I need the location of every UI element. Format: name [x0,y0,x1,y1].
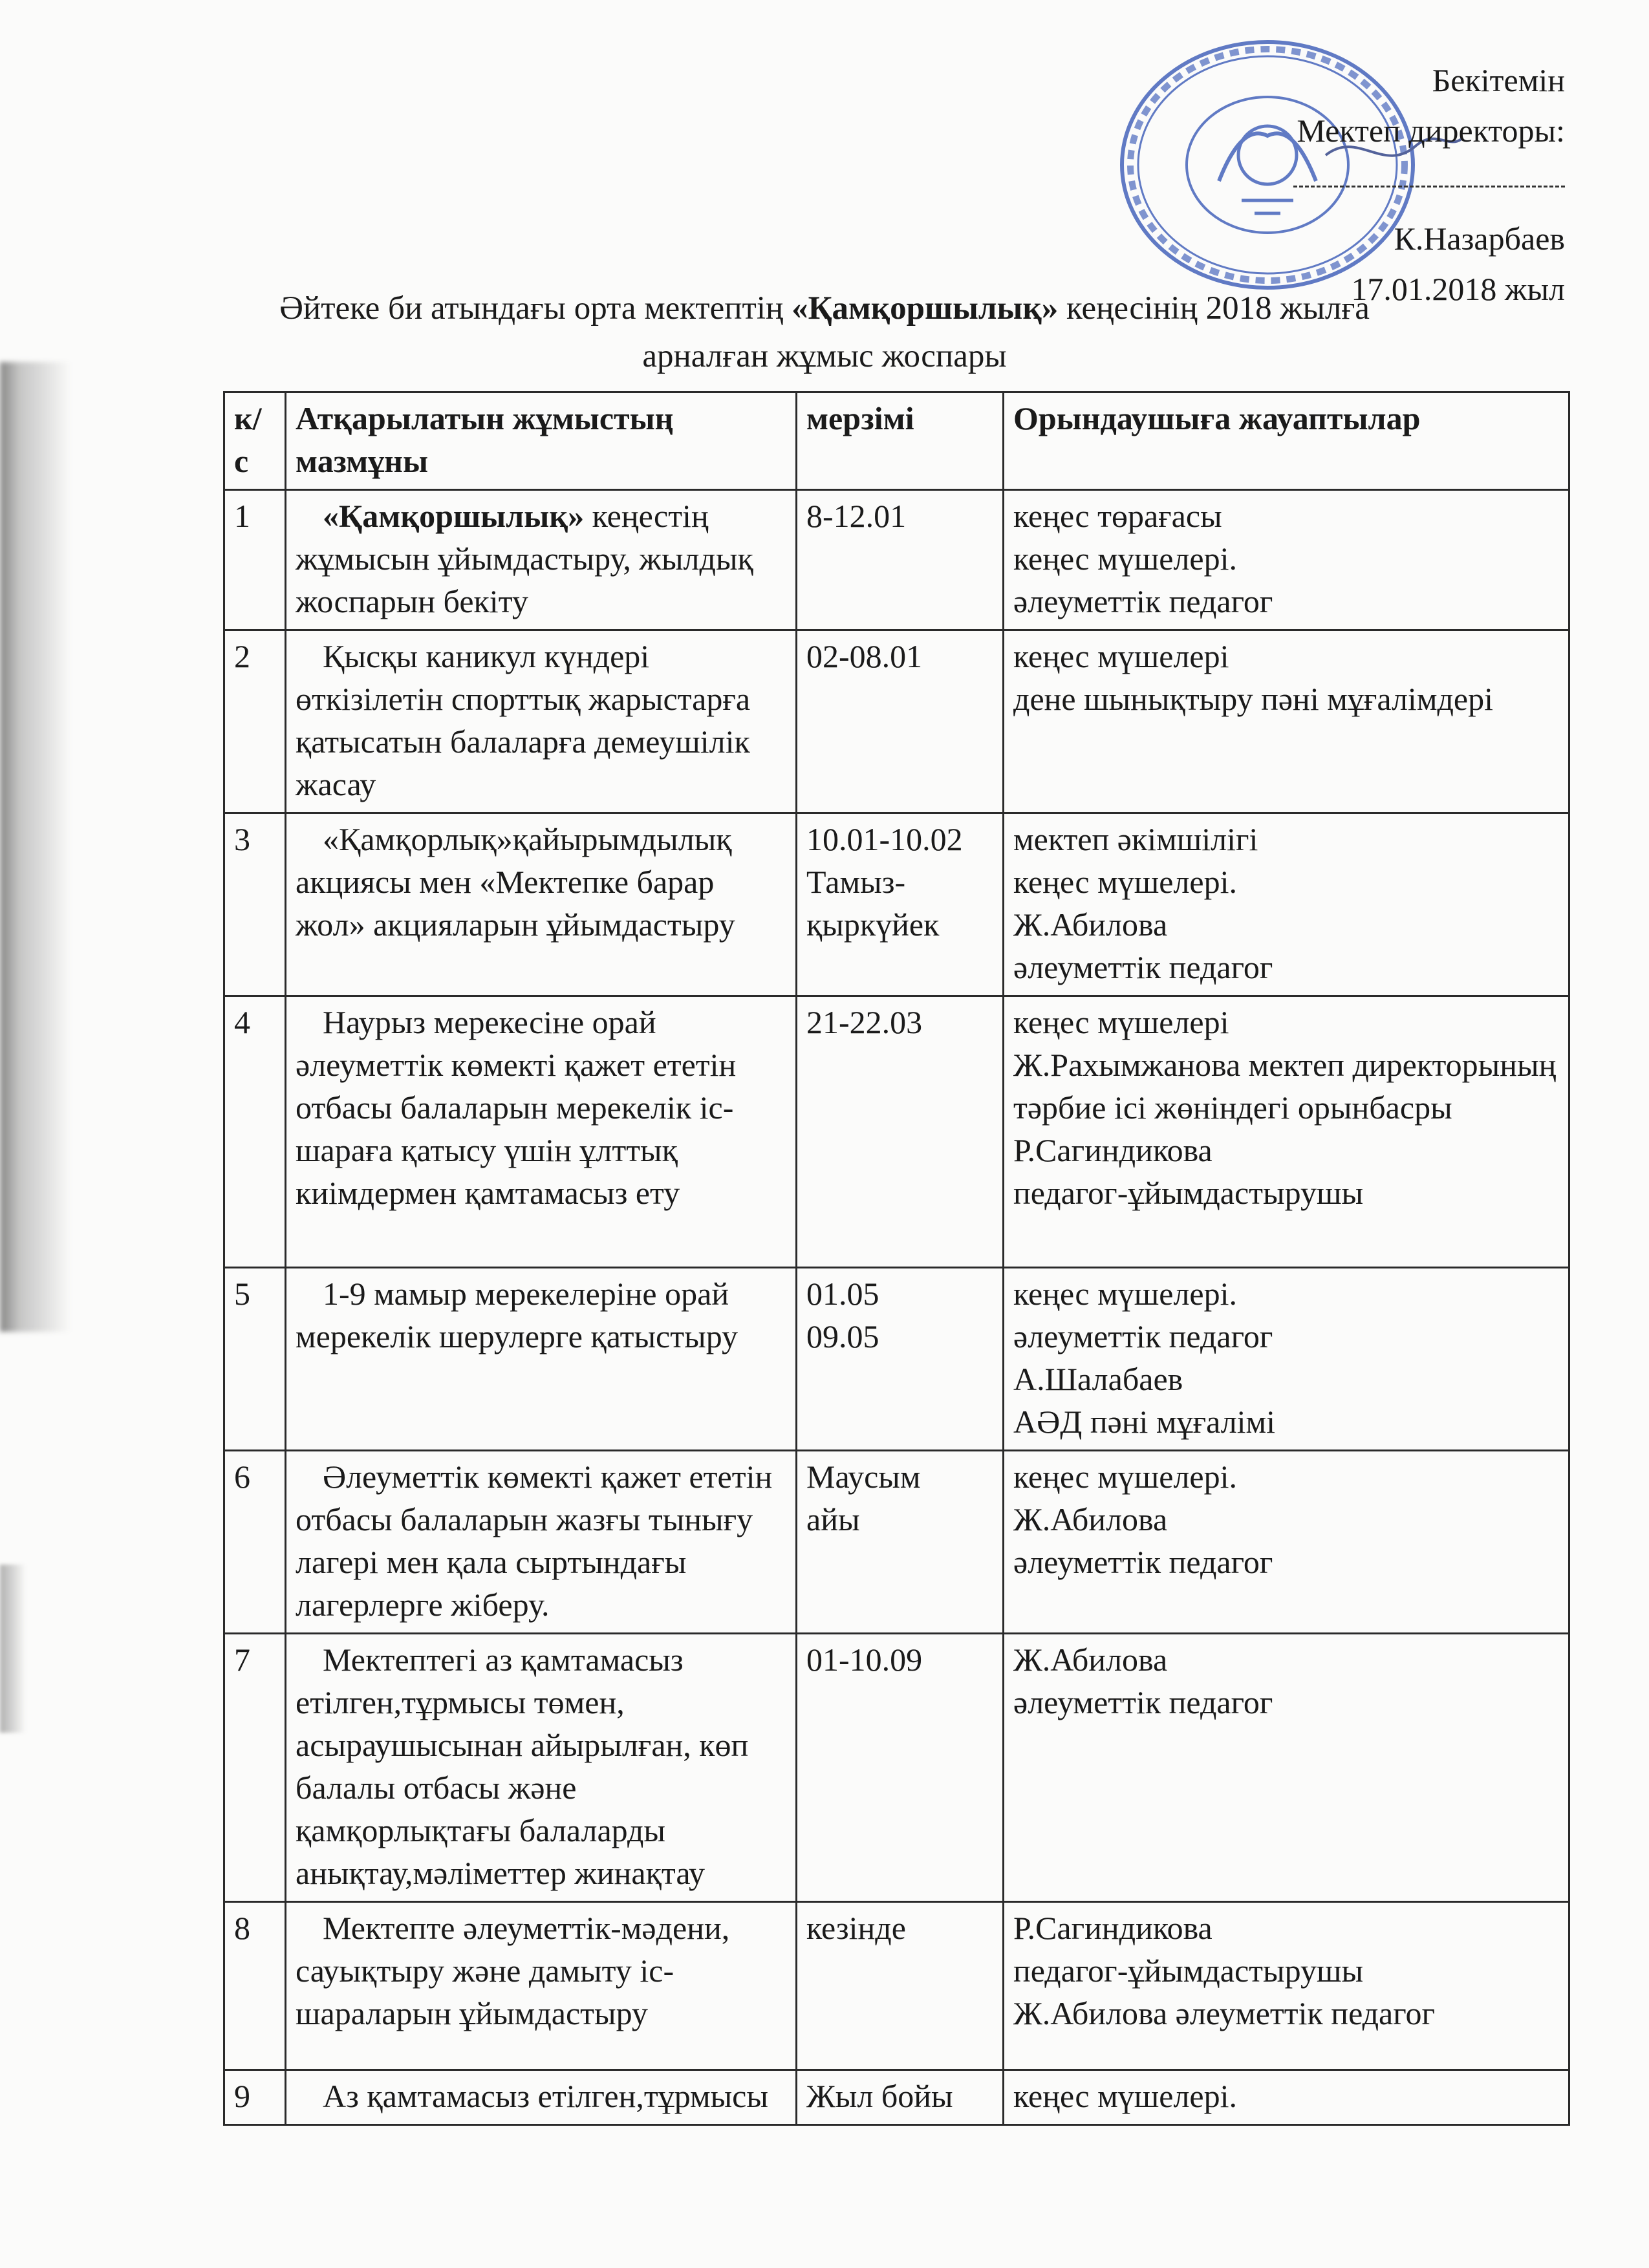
deadline-cell [797,996,1004,1268]
deadline-cell [797,490,1004,630]
title-text: кеңесінің 2018 жылға [1058,290,1370,326]
table-row [224,1451,1569,1634]
table-row [224,1634,1569,1902]
header-content: Атқарылатын жұмыстың мазмұны [286,392,797,490]
task-text: «Қамқорлық»қайырымдылық акциясы мен «Мектепке барар жол» акцияларын ұйымдастыру [296,821,735,943]
title-line-2: арналған жұмыс жоспары [642,338,1007,374]
responsible-cell [1004,2070,1569,2125]
task-text: Аз қамтамасыз етілген,тұрмысы [323,2078,768,2114]
row-number: 6 [224,1451,286,1634]
table-row [224,1902,1569,2070]
task-text: Әлеуметтік көмекті қажет ететін отбасы балаларын жазғы тынығу лагері мен қала сыртындағы лагерлерге жіберу. [296,1459,773,1623]
approval-position: Мектеп директоры: [1297,112,1565,149]
row-number: 2 [224,630,286,813]
task-description [286,1634,797,1902]
signature-line [1293,160,1565,187]
table-row [224,490,1569,630]
task-description [286,1268,797,1451]
task-description [286,996,797,1268]
table-row [224,813,1569,996]
responsible-text: Р.Сагиндикова педагог-ұйымдастырушы Ж.Абилова әлеуметтік педагог [1013,1910,1436,2031]
responsible-cell [1004,996,1569,1268]
task-description [286,630,797,813]
row-number: 4 [224,996,286,1268]
table-header-row [224,392,1569,490]
header-deadline: мерзімі [797,392,1004,490]
table-row [224,2070,1569,2125]
task-bold-name: «Қамқоршылық» [323,498,585,534]
deadline-cell [797,2070,1004,2125]
deadline-text: 01.05 09.05 [806,1276,879,1354]
task-text: Қысқы каникул күндері өткізілетін спорттық жарыстарға қатысатын балаларға демеушілік жасау [296,638,751,802]
title-text: Әйтеке би атындағы орта мектептің [279,290,792,326]
title-council-name: «Қамқоршылық» [792,290,1059,326]
approval-date: 17.01.2018 жыл [1351,271,1565,307]
row-number: 7 [224,1634,286,1902]
director-name: К.Назарбаев [1394,220,1565,257]
responsible-cell [1004,1902,1569,2070]
table-row [224,1268,1569,1451]
deadline-text: кезінде [806,1910,906,1946]
header-responsible: Орындаушыға жауаптылар [1004,392,1569,490]
responsible-cell [1004,813,1569,996]
task-description [286,1451,797,1634]
work-plan-table [223,391,1570,2126]
responsible-text: кеңес мүшелері. [1013,2078,1237,2114]
responsible-text: кеңес төрағасы кеңес мүшелері. әлеуметтік педагог [1013,498,1273,619]
scan-shadow [0,1565,26,1733]
deadline-text: 21-22.03 [806,1004,923,1040]
header-number: к/с [224,392,286,490]
row-number: 5 [224,1268,286,1451]
deadline-text: 02-08.01 [806,638,923,674]
responsible-text: кеңес мүшелері. Ж.Абилова әлеуметтік педагог [1013,1459,1273,1580]
deadline-cell [797,813,1004,996]
table-row [224,630,1569,813]
responsible-text: кеңес мүшелері дене шынықтыру пәні мұғалімдері [1013,638,1493,717]
deadline-cell [797,1634,1004,1902]
deadline-text: 01-10.09 [806,1642,923,1678]
deadline-cell [797,630,1004,813]
task-description [286,813,797,996]
row-number: 1 [224,490,286,630]
table-body [224,490,1569,2125]
approval-block [1293,55,1565,314]
deadline-text: 10.01-10.02 Тамыз- қыркүйек [806,821,963,943]
responsible-text: мектеп әкімшілігі кеңес мүшелері. Ж.Абилова әлеуметтік педагог [1013,821,1273,985]
responsible-text: кеңес мүшелері. әлеуметтік педагог А.Шалабаев АӘД пәні мұғалімі [1013,1276,1276,1440]
responsible-text: кеңес мүшелері Ж.Рахымжанова мектеп директорының тәрбие ісі жөніндегі орынбасры Р.Сагиндикова педагог-ұйымдастырушы [1013,1004,1557,1211]
task-description [286,1902,797,2070]
approval-heading: Бекітемін [1432,62,1565,98]
task-text: 1-9 мамыр мерекелеріне орай мерекелік шерулерге қатыстыру [296,1276,738,1354]
deadline-text: Жыл бойы [806,2078,953,2114]
row-number: 9 [224,2070,286,2125]
task-description [286,490,797,630]
row-number: 3 [224,813,286,996]
deadline-text: Маусым айы [806,1459,921,1537]
responsible-cell [1004,1634,1569,1902]
task-text: Наурыз мерекесіне орай әлеуметтік көмекті қажет ететін отбасы балаларын мерекелік іс-шараға қатысу үшін ұлттық киімдермен қамтамасыз ету [296,1004,737,1211]
task-text: Мектепте әлеуметтік-мәдени, сауықтыру және дамыту іс-шараларын ұйымдастыру [296,1910,730,2031]
responsible-cell [1004,490,1569,630]
task-text: кеңестің жұмысын ұйымдастыру, жылдық жоспарын бекіту [296,498,753,619]
task-description [286,2070,797,2125]
scan-shadow [0,362,78,1332]
table-row [224,996,1569,1268]
deadline-cell [797,1902,1004,2070]
row-number: 8 [224,1902,286,2070]
responsible-cell [1004,1451,1569,1634]
responsible-cell [1004,1268,1569,1451]
responsible-text: Ж.Абилова әлеуметтік педагог [1013,1642,1273,1720]
task-text: Мектептегі аз қамтамасыз етілген,тұрмысы төмен, асыраушысынан айырылған, көп балалы отбасы және қамқорлықтағы балаларды анықтау,мәліметтер жинақтау [296,1642,749,1891]
responsible-cell [1004,630,1569,813]
deadline-cell [797,1451,1004,1634]
deadline-text: 8-12.01 [806,498,907,534]
deadline-cell [797,1268,1004,1451]
